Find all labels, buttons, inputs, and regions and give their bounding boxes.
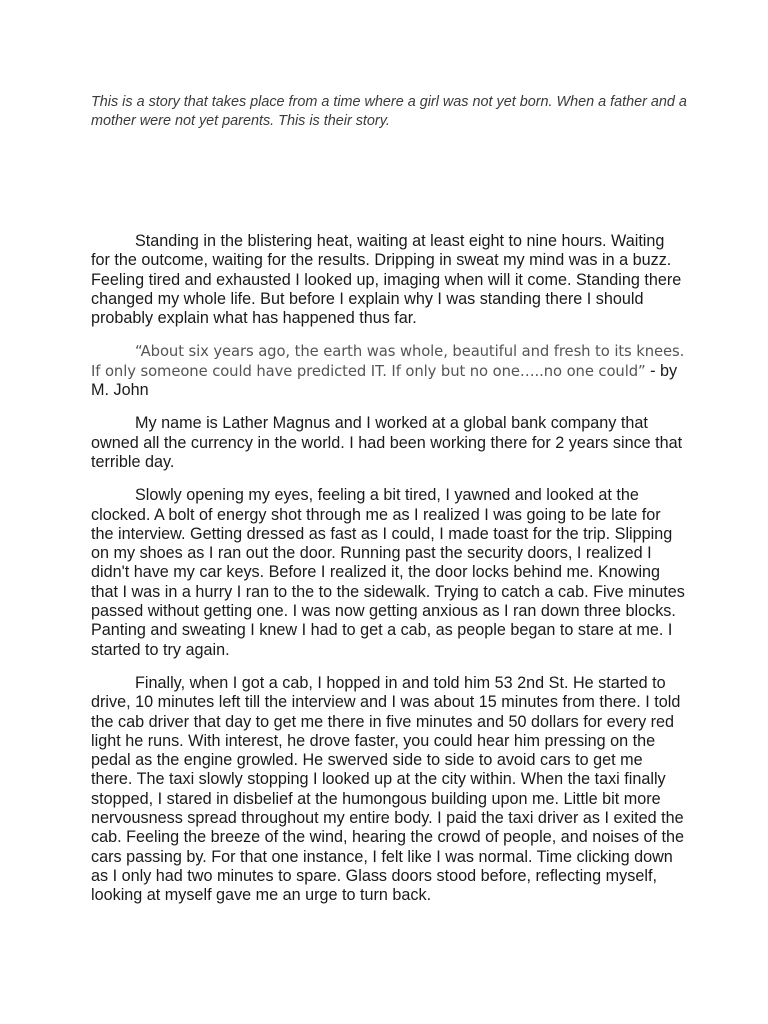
quote-text: “About six years ago, the earth was whole, beautiful and fresh to its knees. If only someone could have predicted IT. If only but no one…..no one could” — [91, 343, 685, 380]
paragraph-3: My name is Lather Magnus and I worked at a global bank company that owned all the currency in the world. I had been working there for 2 years since that terrible day. — [91, 414, 683, 471]
paragraph-1: Standing in the blistering heat, waiting at least eight to nine hours. Waiting for the outcome, waiting for the results. Dripping in sweat my mind was in a buzz. Feeling tired and exhausted I looked up, imaging when will it come. Standing there changed my whole life. But before I explain why I was standing there I should probably explain what has happened thus far. — [91, 232, 682, 328]
quote-attribution: - by M. John — [91, 361, 678, 400]
story-body — [91, 232, 687, 920]
quote-paragraph — [91, 342, 687, 400]
paragraph-4: Slowly opening my eyes, feeling a bit tired, I yawned and looked at the clocked. A bolt of energy shot through me as I realized I was going to be late for the interview. Getting dressed as fast as I could, I made toast for the trip. Slipping on my shoes as I ran out the door. Running past the security doors, I realized I didn't have my car keys. Before I realized it, the door locks behind me. Knowing that I was in a hurry I ran to the to the sidewalk. Trying to catch a cab. Five minutes passed without getting one. I was now getting anxious as I ran down three blocks. Panting and sweating I knew I had to get a cab, as people began to stare at me. I started to try again. — [91, 486, 685, 659]
intro-text: This is a story that takes place from a time where a girl was not yet born. When a father and a mother were not yet parents. This is their story. — [91, 94, 687, 129]
paragraph-5: Finally, when I got a cab, I hopped in and told him 53 2nd St. He started to drive, 10 minutes left till the interview and I was about 15 minutes from there. I told the cab driver that day to get me there in five minutes and 50 dollars for every red light he runs. With interest, he drove faster, you could hear him pressing on the pedal as the engine growled. He swerved side to side to avoid cars to get me there. The taxi slowly stopping I looked up at the city within. When the taxi finally stopped, I stared in disbelief at the humongous building upon me. Little bit more nervousness spread throughout my entire body. I paid the taxi driver as I exited the cab. Feeling the breeze of the wind, hearing the crowd of people, and noises of the cars passing by. For that one instance, I felt like I was normal. Time clicking down as I only had two minutes to spare. Glass doors stood before, reflecting myself, looking at myself gave me an urge to turn back. — [91, 673, 685, 905]
